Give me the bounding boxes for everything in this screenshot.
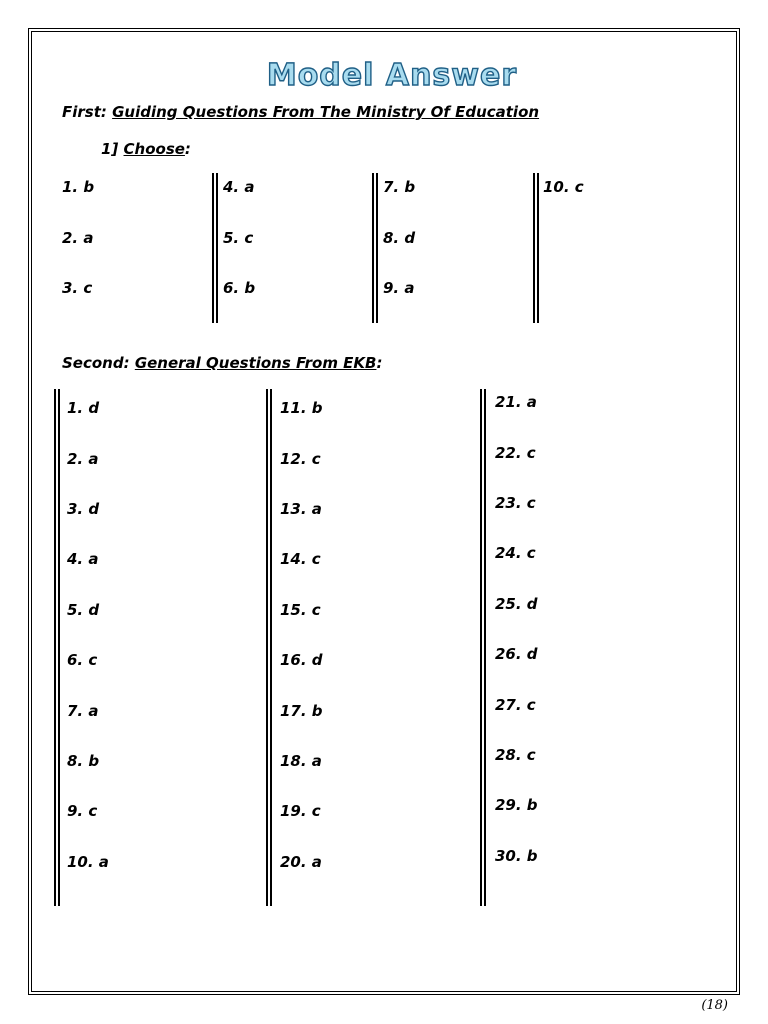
answer-item: 29. b [495, 796, 538, 814]
answer-item: 27. c [495, 696, 536, 714]
answer-item: 14. c [280, 550, 321, 568]
answer-item: 22. c [495, 444, 536, 462]
answer-item: 21. a [495, 393, 537, 411]
second-prefix: Second: [62, 354, 135, 372]
answer-item: 26. d [495, 645, 538, 663]
second-section-heading [62, 354, 382, 372]
answer-item: 1. b [62, 178, 95, 196]
page-title: Model Answer [266, 58, 518, 93]
answer-item: 1. d [67, 399, 100, 417]
answer-item: 4. a [67, 550, 99, 568]
answer-item: 17. b [280, 702, 323, 720]
answer-item: 2. a [62, 229, 94, 247]
answer-item: 5. d [67, 601, 100, 619]
answer-item: 8. b [67, 752, 100, 770]
page-number: (18) [701, 998, 728, 1013]
choose-suffix: : [184, 140, 191, 158]
answer-item: 4. a [223, 178, 255, 196]
answer-item: 9. a [383, 279, 415, 297]
first-heading-text: Guiding Questions From The Ministry Of Education [112, 103, 540, 121]
column-divider [533, 173, 539, 323]
answer-item: 6. c [67, 651, 98, 669]
answer-item: 12. c [280, 450, 321, 468]
answer-item: 20. a [280, 853, 322, 871]
answer-item: 5. c [223, 229, 254, 247]
first-prefix: First: [62, 103, 113, 121]
answer-item: 16. d [280, 651, 323, 669]
first-section-heading [62, 103, 539, 121]
second-suffix: : [376, 354, 383, 372]
answer-item: 2. a [67, 450, 99, 468]
answer-item: 25. d [495, 595, 538, 613]
column-divider [54, 389, 60, 906]
answer-item: 18. a [280, 752, 322, 770]
answer-item: 9. c [67, 802, 98, 820]
answer-item: 19. c [280, 802, 321, 820]
answer-item: 10. c [543, 178, 584, 196]
choose-prefix: 1] [101, 140, 124, 158]
answer-item: 15. c [280, 601, 321, 619]
column-divider [372, 173, 378, 323]
answer-item: 13. a [280, 500, 322, 518]
answer-item: 8. d [383, 229, 416, 247]
answer-item: 6. b [223, 279, 256, 297]
answer-item: 28. c [495, 746, 536, 764]
column-divider [266, 389, 272, 906]
answer-item: 3. c [62, 279, 93, 297]
second-heading-text: General Questions From EKB [134, 354, 377, 372]
answer-item: 23. c [495, 494, 536, 512]
answer-item: 7. b [383, 178, 416, 196]
answer-item: 3. d [67, 500, 100, 518]
page-border [31, 31, 737, 992]
choose-subheading [101, 140, 191, 158]
answer-item: 24. c [495, 544, 536, 562]
answer-item: 7. a [67, 702, 99, 720]
answer-item: 30. b [495, 847, 538, 865]
column-divider [480, 389, 486, 906]
choose-text: Choose [123, 140, 185, 158]
answer-item: 10. a [67, 853, 109, 871]
answer-item: 11. b [280, 399, 323, 417]
column-divider [212, 173, 218, 323]
